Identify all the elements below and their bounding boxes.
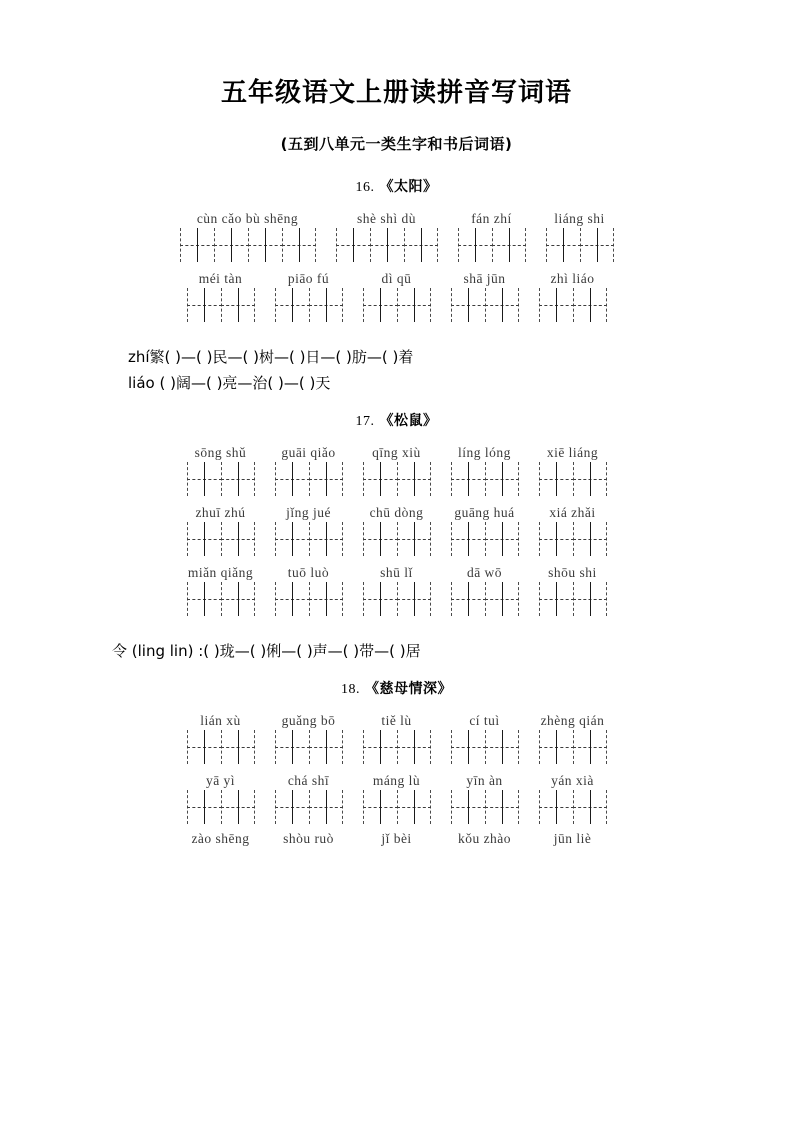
writing-grid[interactable] xyxy=(539,522,607,556)
writing-cell[interactable] xyxy=(275,288,309,322)
pinyin-label: piāo fú xyxy=(287,271,330,287)
writing-grid[interactable] xyxy=(451,582,519,616)
writing-grid[interactable] xyxy=(539,462,607,496)
writing-cell[interactable] xyxy=(275,582,309,616)
writing-grid[interactable] xyxy=(363,462,431,496)
writing-grid[interactable] xyxy=(275,730,343,764)
writing-cell[interactable] xyxy=(485,288,519,322)
writing-grid[interactable] xyxy=(451,522,519,556)
fill-in-blank-line[interactable]: 令 (ling lin) :( )珑—( )俐—( )声—( )带—( )居 xyxy=(112,642,421,661)
writing-cell[interactable] xyxy=(458,228,492,262)
writing-cell[interactable] xyxy=(370,228,404,262)
word-group xyxy=(275,270,343,322)
word-group xyxy=(187,270,255,322)
writing-grid[interactable] xyxy=(451,462,519,496)
pinyin-label: shā jūn xyxy=(463,271,506,287)
writing-cell[interactable] xyxy=(221,730,255,764)
word-group xyxy=(187,772,255,824)
writing-cell[interactable] xyxy=(573,522,607,556)
writing-cell[interactable] xyxy=(451,522,485,556)
pinyin-label: guāng huá xyxy=(454,505,515,521)
pinyin-label: fán zhí xyxy=(471,211,512,227)
word-group xyxy=(451,270,519,322)
writing-cell[interactable] xyxy=(275,730,309,764)
word-group xyxy=(275,830,343,848)
pinyin-label: qīng xiù xyxy=(372,445,421,461)
writing-cell[interactable] xyxy=(451,462,485,496)
pinyin-label: jǐng jué xyxy=(286,505,331,521)
pinyin-label: dā wō xyxy=(466,565,503,581)
section-18-final-row xyxy=(0,830,793,848)
writing-cell[interactable] xyxy=(485,582,519,616)
writing-grid[interactable] xyxy=(451,288,519,322)
writing-cell[interactable] xyxy=(282,228,316,262)
section-17-title xyxy=(0,410,793,430)
writing-grid[interactable] xyxy=(187,790,255,824)
pinyin-label: xiē liáng xyxy=(546,445,599,461)
pinyin-label: cùn cǎo bù shēng xyxy=(196,211,299,227)
writing-cell[interactable] xyxy=(363,790,397,824)
word-group xyxy=(539,564,607,616)
writing-cell[interactable] xyxy=(539,288,573,322)
pinyin-label: lián xù xyxy=(200,713,241,729)
word-group xyxy=(275,564,343,616)
pinyin-label: máng lù xyxy=(372,773,421,789)
writing-cell[interactable] xyxy=(573,462,607,496)
writing-cell[interactable] xyxy=(397,730,431,764)
writing-grid[interactable] xyxy=(187,522,255,556)
section-number: 18. xyxy=(341,682,361,698)
pinyin-label: miǎn qiǎng xyxy=(187,565,254,581)
writing-cell[interactable] xyxy=(573,730,607,764)
pinyin-label: sōng shǔ xyxy=(194,445,247,461)
pinyin-label: chū dòng xyxy=(369,505,424,521)
writing-grid[interactable] xyxy=(451,730,519,764)
section-name: 《松鼠》 xyxy=(379,413,438,430)
writing-cell[interactable] xyxy=(187,288,221,322)
section-16 xyxy=(0,176,793,396)
pinyin-label: shè shì dù xyxy=(357,211,416,227)
writing-cell[interactable] xyxy=(363,462,397,496)
pinyin-label: zhuī zhú xyxy=(195,505,246,521)
pinyin-label: shòu ruò xyxy=(283,831,334,847)
word-group xyxy=(187,564,255,616)
section-18 xyxy=(0,678,793,848)
section-name: 《太阳》 xyxy=(379,179,438,196)
section-16-row-2 xyxy=(0,270,793,322)
fill-in-blank-line[interactable]: liáo ( )阔—( )亮—治( )—( )天 xyxy=(128,374,331,393)
writing-cell[interactable] xyxy=(397,288,431,322)
writing-cell[interactable] xyxy=(539,522,573,556)
writing-cell[interactable] xyxy=(221,462,255,496)
pinyin-label: yā yì xyxy=(205,773,236,789)
pinyin-label: liáng shi xyxy=(554,211,605,227)
writing-grid[interactable] xyxy=(275,522,343,556)
word-group xyxy=(363,444,431,496)
writing-cell[interactable] xyxy=(539,790,573,824)
word-group xyxy=(539,444,607,496)
writing-cell[interactable] xyxy=(309,522,343,556)
word-group xyxy=(187,830,255,848)
writing-cell[interactable] xyxy=(573,582,607,616)
pinyin-label: yīn àn xyxy=(466,773,503,789)
section-17 xyxy=(0,410,793,664)
word-group xyxy=(451,830,519,848)
pinyin-label: guǎng bō xyxy=(281,713,336,729)
writing-cell[interactable] xyxy=(214,228,248,262)
writing-grid[interactable] xyxy=(187,730,255,764)
pinyin-label: tiě lù xyxy=(381,713,412,729)
writing-grid[interactable] xyxy=(458,228,526,262)
writing-cell[interactable] xyxy=(539,582,573,616)
pinyin-label: zhèng qián xyxy=(540,713,605,729)
writing-cell[interactable] xyxy=(397,522,431,556)
section-16-title xyxy=(0,176,793,196)
writing-cell[interactable] xyxy=(539,730,573,764)
word-group xyxy=(451,444,519,496)
pinyin-label: jǐ bèi xyxy=(381,831,412,847)
pinyin-label: yán xià xyxy=(551,773,594,789)
word-group xyxy=(451,504,519,556)
word-group xyxy=(539,270,607,322)
writing-grid[interactable] xyxy=(275,582,343,616)
word-group xyxy=(451,564,519,616)
word-group xyxy=(546,210,614,262)
writing-cell[interactable] xyxy=(275,462,309,496)
section-name: 《慈母情深》 xyxy=(364,681,452,698)
writing-grid[interactable] xyxy=(363,288,431,322)
writing-cell[interactable] xyxy=(336,228,370,262)
word-group xyxy=(180,210,316,262)
section-16-fill-block xyxy=(0,344,793,396)
writing-cell[interactable] xyxy=(180,228,214,262)
sections-container xyxy=(0,176,793,848)
writing-cell[interactable] xyxy=(485,730,519,764)
writing-grid[interactable] xyxy=(539,288,607,322)
section-18-title xyxy=(0,678,793,698)
word-group xyxy=(275,772,343,824)
writing-grid[interactable] xyxy=(546,228,614,262)
section-18-row-2 xyxy=(0,772,793,824)
writing-cell[interactable] xyxy=(397,790,431,824)
writing-cell[interactable] xyxy=(221,288,255,322)
writing-cell[interactable] xyxy=(573,288,607,322)
pinyin-label: shū lǐ xyxy=(380,565,413,581)
writing-cell[interactable] xyxy=(492,228,526,262)
writing-cell[interactable] xyxy=(451,288,485,322)
writing-cell[interactable] xyxy=(451,730,485,764)
word-group xyxy=(363,564,431,616)
writing-cell[interactable] xyxy=(187,522,221,556)
writing-cell[interactable] xyxy=(397,582,431,616)
writing-cell[interactable] xyxy=(546,228,580,262)
writing-cell[interactable] xyxy=(187,462,221,496)
fill-in-blank-line[interactable]: zhí繁( )—( )民—( )树—( )日—( )肪—( )着 xyxy=(128,348,414,367)
writing-cell[interactable] xyxy=(309,462,343,496)
section-17-row-2 xyxy=(0,504,793,556)
writing-cell[interactable] xyxy=(363,730,397,764)
writing-grid[interactable] xyxy=(363,522,431,556)
writing-grid[interactable] xyxy=(180,228,316,262)
writing-cell[interactable] xyxy=(187,790,221,824)
section-18-row-1 xyxy=(0,712,793,764)
writing-grid[interactable] xyxy=(275,288,343,322)
word-group xyxy=(458,210,526,262)
word-group xyxy=(275,712,343,764)
writing-cell[interactable] xyxy=(309,288,343,322)
writing-cell[interactable] xyxy=(309,790,343,824)
writing-cell[interactable] xyxy=(275,522,309,556)
word-group xyxy=(363,504,431,556)
writing-cell[interactable] xyxy=(187,730,221,764)
writing-grid[interactable] xyxy=(363,730,431,764)
word-group xyxy=(363,270,431,322)
word-group xyxy=(539,772,607,824)
word-group xyxy=(363,772,431,824)
writing-cell[interactable] xyxy=(309,730,343,764)
page-title: 五年级语文上册读拼音写词语 xyxy=(220,78,572,108)
pinyin-label: chá shī xyxy=(287,773,330,789)
writing-grid[interactable] xyxy=(187,462,255,496)
writing-grid[interactable] xyxy=(539,582,607,616)
word-group xyxy=(451,712,519,764)
pinyin-label: shōu shi xyxy=(548,565,597,581)
section-number: 16. xyxy=(355,180,375,196)
section-17-row-1 xyxy=(0,444,793,496)
writing-cell[interactable] xyxy=(539,462,573,496)
word-group xyxy=(275,504,343,556)
word-group xyxy=(451,772,519,824)
pinyin-label: kǒu zhào xyxy=(457,831,512,847)
writing-grid[interactable] xyxy=(187,288,255,322)
writing-cell[interactable] xyxy=(573,790,607,824)
word-group xyxy=(187,504,255,556)
writing-cell[interactable] xyxy=(404,228,438,262)
section-17-fill-block xyxy=(0,638,793,664)
section-number: 17. xyxy=(355,414,375,430)
pinyin-label: zào shēng xyxy=(191,831,250,847)
word-group xyxy=(187,444,255,496)
pinyin-label: jūn liè xyxy=(553,831,592,847)
section-17-row-3 xyxy=(0,564,793,616)
writing-cell[interactable] xyxy=(451,582,485,616)
pinyin-label: cí tuì xyxy=(469,713,500,729)
writing-cell[interactable] xyxy=(221,582,255,616)
writing-cell[interactable] xyxy=(221,522,255,556)
writing-grid[interactable] xyxy=(363,790,431,824)
word-group xyxy=(539,712,607,764)
pinyin-label: méi tàn xyxy=(198,271,243,287)
writing-cell[interactable] xyxy=(275,790,309,824)
pinyin-label: xiá zhǎi xyxy=(549,505,596,521)
pinyin-label: dì qū xyxy=(381,271,412,287)
writing-cell[interactable] xyxy=(363,582,397,616)
word-group xyxy=(275,444,343,496)
section-16-row-1 xyxy=(0,210,793,262)
writing-cell[interactable] xyxy=(397,462,431,496)
writing-cell[interactable] xyxy=(309,582,343,616)
writing-grid[interactable] xyxy=(363,582,431,616)
pinyin-label: guāi qiǎo xyxy=(281,445,336,461)
word-group xyxy=(539,504,607,556)
writing-grid[interactable] xyxy=(275,462,343,496)
pinyin-label: líng lóng xyxy=(458,445,511,461)
writing-grid[interactable] xyxy=(539,730,607,764)
writing-cell[interactable] xyxy=(580,228,614,262)
pinyin-label: tuō luò xyxy=(287,565,330,581)
writing-cell[interactable] xyxy=(485,790,519,824)
writing-cell[interactable] xyxy=(485,522,519,556)
pinyin-label: zhì liáo xyxy=(550,271,595,287)
writing-cell[interactable] xyxy=(451,790,485,824)
writing-grid[interactable] xyxy=(539,790,607,824)
word-group xyxy=(363,712,431,764)
writing-grid[interactable] xyxy=(187,582,255,616)
writing-grid[interactable] xyxy=(275,790,343,824)
writing-cell[interactable] xyxy=(485,462,519,496)
word-group xyxy=(363,830,431,848)
writing-grid[interactable] xyxy=(336,228,438,262)
writing-cell[interactable] xyxy=(221,790,255,824)
word-group xyxy=(336,210,438,262)
writing-grid[interactable] xyxy=(451,790,519,824)
writing-cell[interactable] xyxy=(187,582,221,616)
page-subtitle: (五到八单元一类生字和书后词语) xyxy=(280,135,513,154)
writing-cell[interactable] xyxy=(363,288,397,322)
word-group xyxy=(187,712,255,764)
writing-cell[interactable] xyxy=(363,522,397,556)
word-group xyxy=(539,830,607,848)
writing-cell[interactable] xyxy=(248,228,282,262)
